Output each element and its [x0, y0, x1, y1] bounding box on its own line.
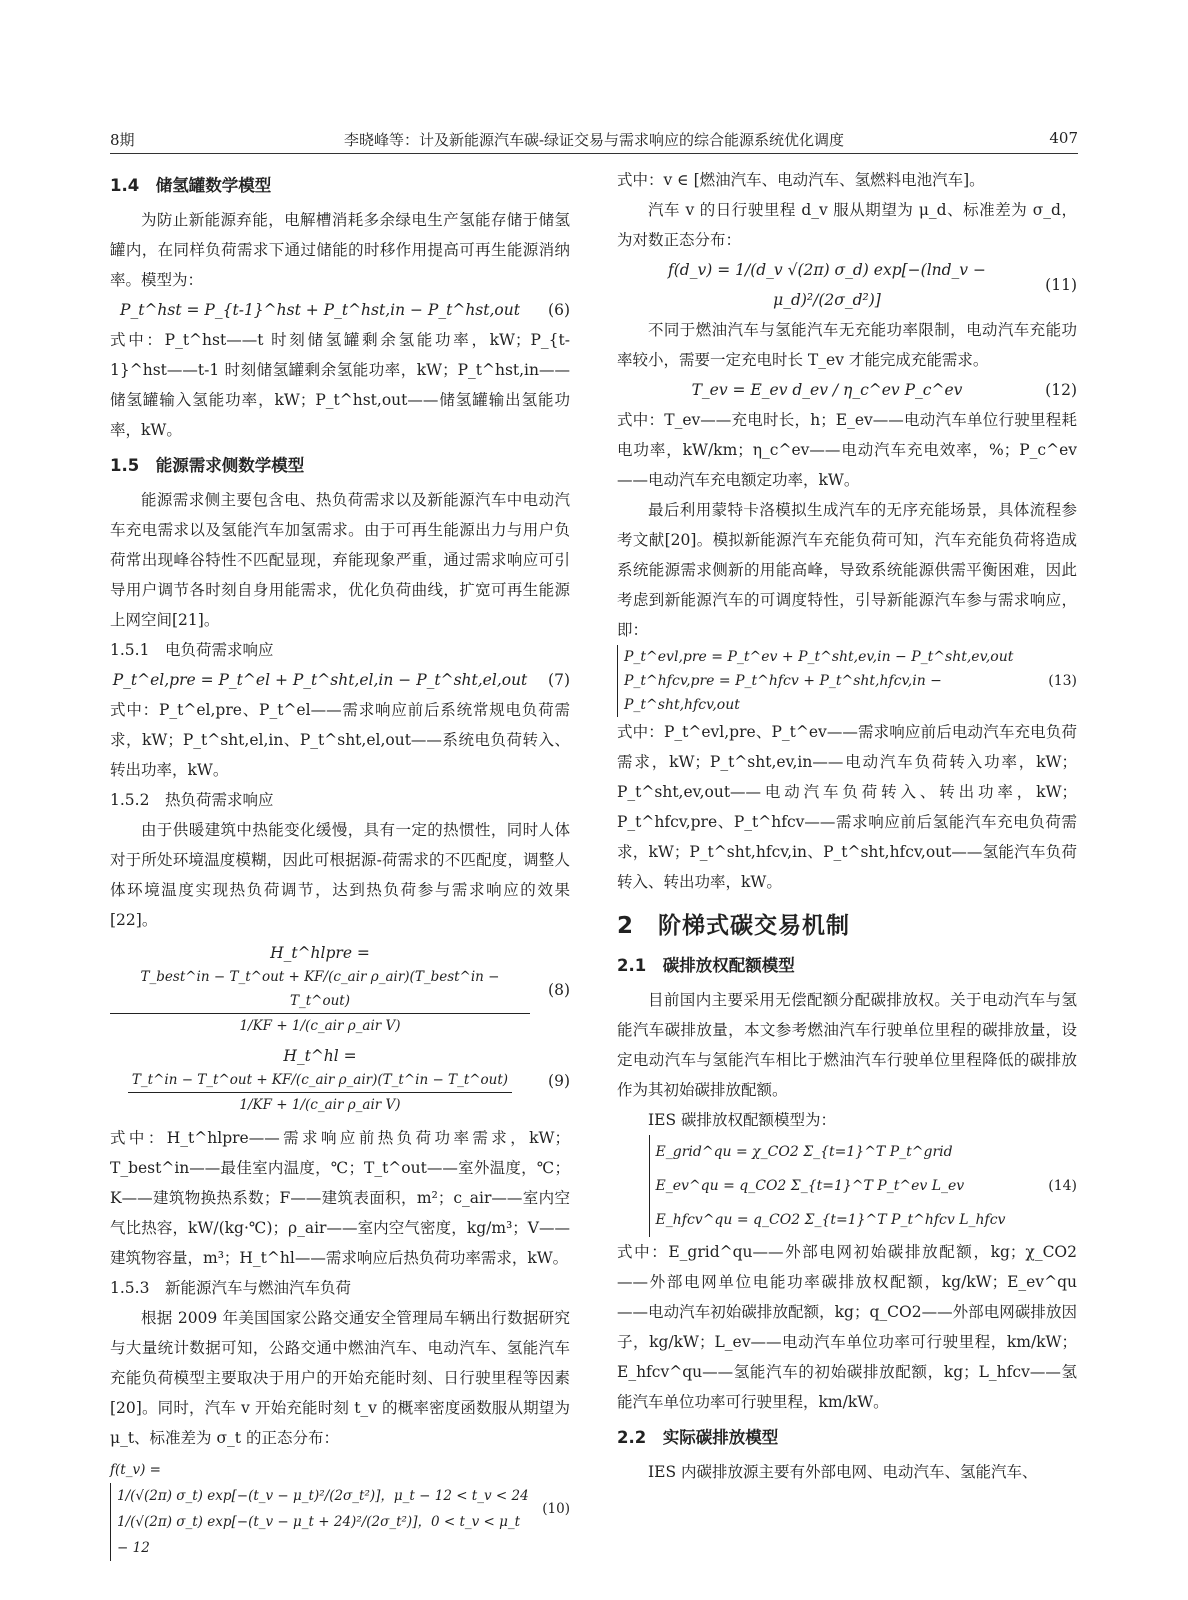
equation-8 [110, 941, 570, 1038]
system-line: P_t^evl,pre = P_t^ev + P_t^sht,ev,in − P_t^sht,ev,out [624, 649, 1014, 665]
equation-number: (9) [548, 1071, 570, 1090]
paragraph: 能源需求侧主要包含电、热负荷需求以及新能源汽车中电动汽车充电需求以及氢能汽车加氢需求。由于可再生能源出力与用户负荷常出现峰谷特性不匹配显现，弃能现象严重，通过需求响应可引导用户调节各时刻自身用能需求，优化负荷曲线，扩宽可再生能源上网空间[21]。 [110, 491, 570, 629]
fraction-denominator: 1/KF + 1/(c_air ρ_air V) [239, 1097, 401, 1113]
paragraph: 式中：P_t^evl,pre、P_t^ev——需求响应前后电动汽车充电负荷需求，kW；P_t^sht,ev,in——电动汽车负荷转入功率，kW；P_t^sht,ev,out——电动汽车负荷转入、转出功率，kW；P_t^hfcv,pre、P_t^hfcv——需求响应前后氢能汽车充电负荷需求，kW；P_t^sht,hfcv,in、P_t^sht,hfcv,out——氢能汽车负荷转入、转出功率，kW。 [617, 723, 1077, 891]
equation-fraction [110, 965, 530, 1038]
equation-number: (13) [1048, 673, 1077, 689]
paragraph: 根据 2009 年美国国家公路交通安全管理局车辆出行数据研究与大量统计数据可知，公路交通中燃油汽车、电动汽车、氢能汽车充能负荷模型主要取决于用户的开始充能时刻、日行驶里程等因素[20]。同时，汽车 v 开始充能时刻 t_v 的概率密度函数服从期望为 μ_t、标准差为 σ_t 的正态分布： [110, 1309, 570, 1447]
paragraph: 最后利用蒙特卡洛模拟生成汽车的无序充能场景，具体流程参考文献[20]。模拟新能源汽车充能负荷可知，汽车充能负荷将造成系统能源需求侧新的用能高峰，导致系统能源供需平衡困难，因此考虑到新能源汽车的可调度特性，引导新能源汽车参与需求响应，即： [617, 501, 1077, 639]
equation-number: (12) [1045, 381, 1077, 399]
equation-14 [617, 1135, 1077, 1237]
equation-body: f(d_v) = 1/(d_v √(2π) σ_d) exp[−(lnd_v − μ_d)²/(2σ_d²)] [668, 261, 986, 309]
equation-number: (7) [548, 671, 570, 689]
equation-system [649, 1135, 1006, 1237]
page-number: 407 [1049, 129, 1078, 147]
running-title: 李晓峰等：计及新能源汽车碳-绿证交易与需求响应的综合能源系统优化调度 [343, 131, 845, 149]
section-2-heading: 2 阶梯式碳交易机制 [617, 913, 851, 939]
fraction-numerator: T_t^in − T_t^out + KF/(c_air ρ_air)(T_t^in − T_t^out) [128, 1068, 512, 1093]
equation-12 [617, 375, 1077, 405]
paragraph: IES 碳排放权配额模型为： [648, 1111, 836, 1129]
system-line: E_hfcv^qu = q_CO2 Σ_{t=1}^T P_t^hfcv L_hfcv [655, 1212, 1006, 1228]
system-line: P_t^hfcv,pre = P_t^hfcv + P_t^sht,hfcv,in − P_t^sht,hfcv,out [624, 673, 942, 713]
paragraph: 式中：P_t^el,pre、P_t^el——需求响应前后系统常规电负荷需求，kW；P_t^sht,el,in、P_t^sht,el,out——系统电负荷转入、转出功率，kW。 [110, 701, 570, 779]
paragraph: 式中：v ∈ [燃油汽车、电动汽车、氢燃料电池汽车]。 [617, 171, 985, 189]
paragraph: 式中：P_t^hst——t 时刻储氢罐剩余氢能功率，kW；P_{t-1}^hst——t-1 时刻储氢罐剩余氢能功率，kW；P_t^hst,in——储氢罐输入氢能功率，kW；P_t^hst,out——储氢罐输出氢能功率，kW。 [110, 331, 570, 439]
case-line: 1/(√(2π) σ_t) exp[−(t_v − μ_t)²/(2σ_t²)]，μ_t − 12 < t_v < 24 [117, 1488, 529, 1504]
equation-number: (11) [1045, 276, 1077, 294]
paragraph: 汽车 v 的日行驶里程 d_v 服从期望为 μ_d、标准差为 σ_d，为对数正态分布： [617, 201, 1077, 249]
fraction-numerator: T_best^in − T_t^out + KF/(c_air ρ_air)(T_best^in − T_t^out) [110, 965, 530, 1014]
equation-6 [110, 295, 570, 325]
equation-13 [617, 645, 1077, 717]
equation-number: (6) [548, 301, 570, 319]
equation-lhs: H_t^hl = [283, 1047, 357, 1065]
left-column [110, 165, 570, 1561]
equation-lhs: f(t_v) = [110, 1462, 161, 1478]
equation-number: (14) [1048, 1178, 1077, 1194]
running-header [110, 125, 1078, 154]
piecewise-cases [110, 1483, 530, 1561]
equation-body: P_t^hst = P_{t-1}^hst + P_t^hst,in − P_t^hst,out [120, 301, 520, 319]
equation-body: T_ev = E_ev d_ev / η_c^ev P_c^ev [691, 381, 963, 399]
case-line: 1/(√(2π) σ_t) exp[−(t_v − μ_t + 24)²/(2σ_t²)]，0 < t_v < μ_t − 12 [117, 1514, 521, 1556]
equation-9 [110, 1044, 570, 1117]
equation-10 [110, 1457, 570, 1561]
equation-fraction [128, 1068, 512, 1117]
paragraph: 为防止新能源弃能，电解槽消耗多余绿电生产氢能存储于储氢罐内，在同样负荷需求下通过储能的时移作用提高可再生能源消纳率。模型为： [110, 211, 570, 289]
section-1-5-heading: 1.5 能源需求侧数学模型 [110, 456, 305, 475]
equation-system [617, 645, 1037, 717]
issue-number: 8期 [110, 131, 135, 149]
fraction-denominator: 1/KF + 1/(c_air ρ_air V) [239, 1018, 401, 1034]
equation-number: (8) [548, 980, 570, 999]
equation-body: P_t^el,pre = P_t^el + P_t^sht,el,in − P_t^sht,el,out [112, 671, 528, 689]
system-line: E_grid^qu = χ_CO2 Σ_{t=1}^T P_t^grid [655, 1144, 953, 1160]
section-1-5-1-heading: 1.5.1 电负荷需求响应 [110, 641, 274, 659]
section-2-2-heading: 2.2 实际碳排放模型 [617, 1428, 779, 1447]
section-2-1-heading: 2.1 碳排放权配额模型 [617, 956, 795, 975]
right-column [617, 165, 1077, 1487]
paragraph: 不同于燃油汽车与氢能汽车无充能功率限制，电动汽车充能功率较小，需要一定充电时长 T_ev 才能完成充能需求。 [617, 321, 1077, 369]
paragraph: 式中：E_grid^qu——外部电网初始碳排放配额，kg；χ_CO2——外部电网单位电能功率碳排放权配额，kg/kW；E_ev^qu——电动汽车初始碳排放配额，kg；q_CO2——外部电网碳排放因子，kg/kW；L_ev——电动汽车单位功率可行驶里程，km/kW；E_hfcv^qu——氢能汽车的初始碳排放配额，kg；L_hfcv——氢能汽车单位功率可行驶里程，km/kW。 [617, 1243, 1077, 1411]
equation-11 [617, 255, 1077, 315]
equation-lhs: H_t^hlpre = [270, 944, 370, 962]
paragraph: 由于供暖建筑中热能变化缓慢，具有一定的热惯性，同时人体对于所处环境温度模糊，因此可根据源-荷需求的不匹配度，调整人体环境温度实现热负荷调节，达到热负荷参与需求响应的效果[22]。 [110, 821, 570, 929]
paragraph: 式中：T_ev——充电时长，h；E_ev——电动汽车单位行驶里程耗电功率，kW/km；η_c^ev——电动汽车充电效率，%；P_c^ev——电动汽车充电额定功率，kW。 [617, 411, 1077, 489]
system-line: E_ev^qu = q_CO2 Σ_{t=1}^T P_t^ev L_ev [655, 1178, 965, 1194]
paragraph: 目前国内主要采用无偿配额分配碳排放权。关于电动汽车与氢能汽车碳排放量，本文参考燃油汽车行驶单位里程的碳排放量，设定电动汽车与氢能汽车相比于燃油汽车行驶单位里程降低的碳排放作为其初始碳排放配额。 [617, 991, 1077, 1099]
paragraph: IES 内碳排放源主要有外部电网、电动汽车、氢能汽车、 [648, 1463, 1038, 1481]
equation-number: (10) [542, 1501, 570, 1517]
equation-7 [110, 665, 570, 695]
paragraph: 式中：H_t^hlpre——需求响应前热负荷功率需求，kW；T_best^in——最佳室内温度，℃；T_t^out——室外温度，℃；K——建筑物换热系数；F——建筑表面积，m²；c_air——室内空气比热容，kW/(kg·℃)；ρ_air——室内空气密度，kg/m³；V——建筑物容量，m³；H_t^hl——需求响应后热负荷功率需求，kW。 [110, 1129, 570, 1267]
section-1-4-heading: 1.4 储氢罐数学模型 [110, 176, 272, 195]
section-1-5-3-heading: 1.5.3 新能源汽车与燃油汽车负荷 [110, 1279, 351, 1297]
section-1-5-2-heading: 1.5.2 热负荷需求响应 [110, 791, 274, 809]
